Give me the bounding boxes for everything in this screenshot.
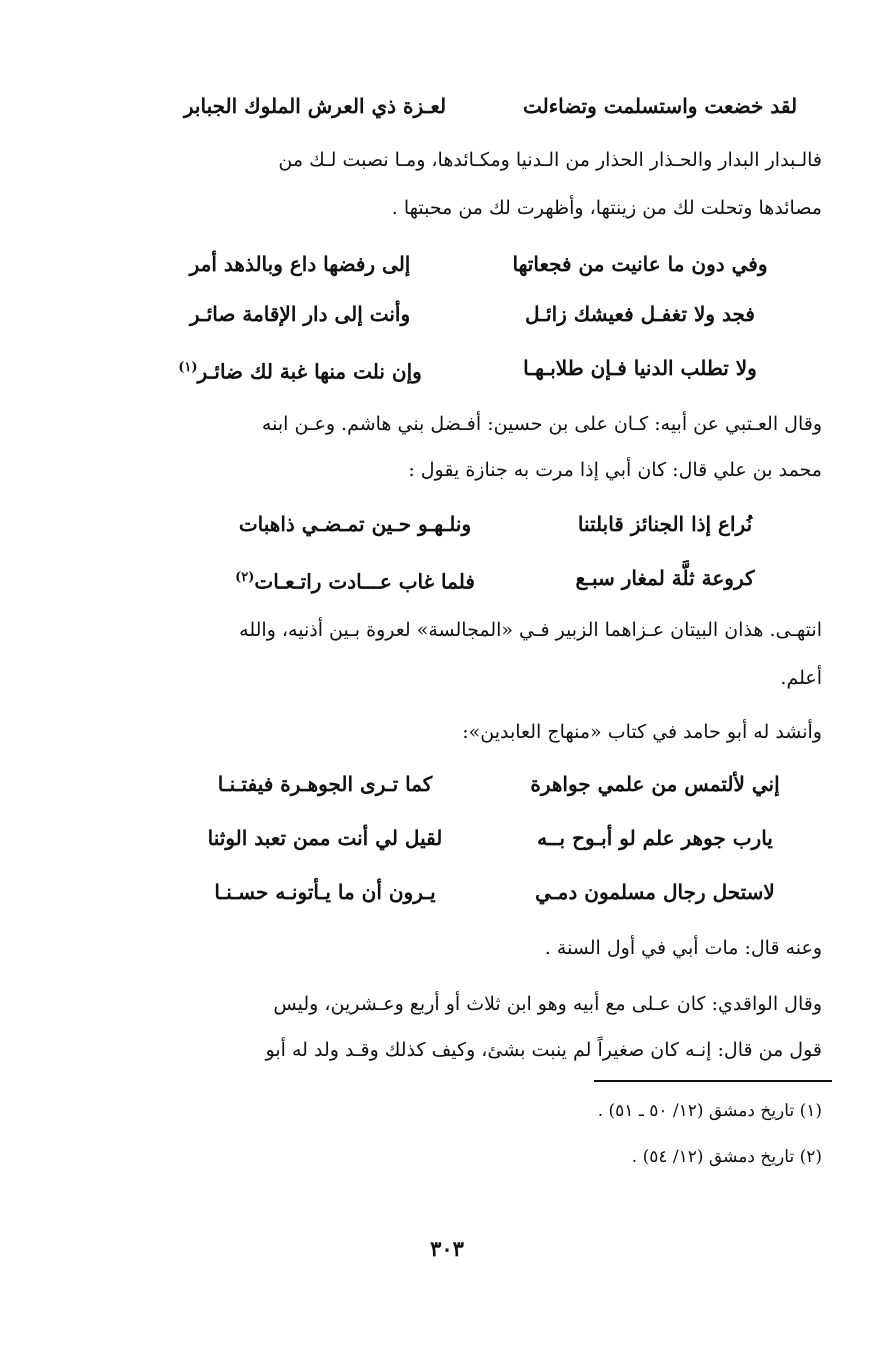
verse-line [180,764,800,804]
paragraph-line: محمد بن علي قال: كان أبي إذا مرت به جنازة يقول : [408,459,822,481]
footnote-marker: (٢) [235,570,255,585]
verse-second-hemistich-text: فلما غاب عـــادت راتـعـات [254,569,475,594]
footnote-marker: (١) [178,360,198,375]
verse-line [210,504,790,544]
verse-second-hemistich: يـرون أن ما يـأتونـه حسـنـا [214,880,436,904]
verse-line [150,294,790,334]
verse-second-hemistich: كما تـرى الجوهـرة فيفتـنـا [217,772,433,796]
verse-first-hemistich: نُراع إذا الجنائز قابلتنا [577,512,753,536]
verse-line [150,86,830,126]
verse-first-hemistich: فجد ولا تغفـل فعيشك زائـل [525,302,755,326]
paragraph-line: انتهـى. هذان البيتان عـزاهما الزبير فـي «المجالسة» لعروة بـين أذنيه، والله [239,619,822,641]
verse-first-hemistich: كروعة ثلَّة لمغار سبـع [575,566,755,590]
verse-second-hemistich: إلى رفضها داع وبالذهد أمر [189,252,411,276]
page-number: ٣٠٣ [430,1236,464,1261]
verse-line [180,818,800,858]
paragraph-line: فالـبدار البدار والحـذار الحذار من الـدنيا ومكـائدها، ومـا نصبت لـك من [278,149,822,171]
verse-line [210,558,790,598]
verse-second-hemistich [150,348,450,388]
footnote: (٢) تاريخ دمشق (١٢/ ٥٤) . [631,1147,822,1167]
verse-second-hemistich: ونلـهـو حـين تمـضـي ذاهبات [238,512,472,536]
paragraph-line: وقال الواقدي: كان عـلى مع أبيه وهو ابن ثلاث أو أربع وعـشرين، وليس [273,993,822,1015]
paragraph-line: مصائدها وتحلت لك من زينتها، وأظهرت لك من محبتها . [391,197,822,219]
footnote-separator [594,1080,832,1082]
verse-line [180,872,800,912]
verse-second-hemistich: وأنت إلى دار الإقامة صائـر [189,302,411,326]
verse-second-hemistich [210,558,500,598]
verse-first-hemistich: لقد خضعت واستسلمت وتضاءلت [522,94,798,118]
verse-line [150,244,790,284]
verse-first-hemistich: إني لألتمس من علمي جواهرة [530,772,780,796]
verse-second-hemistich-text: وإن نلت منها غبة لك ضائـر [197,359,422,384]
verse-first-hemistich: لاستحل رجال مسلمون دمـي [535,880,775,904]
verse-second-hemistich: لعـزة ذي العرش الملوك الجبابر [183,94,447,118]
verse-line [150,348,790,388]
verse-first-hemistich: يارب جوهر علم لو أبـوح بــه [537,826,773,850]
paragraph-line: أعلم. [780,667,822,689]
paragraph-line: وعنه قال: مات أبي في أول السنة . [544,937,822,959]
paragraph-line: قول من قال: إنـه كان صغيراً لم ينبت بشئ، وكيف كذلك وقـد ولد له أبو [265,1039,822,1061]
footnote: (١) تاريخ دمشق (١٢/ ٥٠ ـ ٥١) . [597,1101,822,1121]
verse-first-hemistich: ولا تطلب الدنيا فـإن طلابـهـا [523,356,757,380]
verse-first-hemistich: وفي دون ما عانيت من فجعاتها [512,252,768,276]
paragraph-line: وقال العـتبي عن أبيه: كـان على بن حسين: أفـضل بني هاشم. وعـن ابنه [261,413,822,435]
paragraph-line: وأنشد له أبو حامد في كتاب «منهاج العابدين»: [462,721,822,743]
verse-second-hemistich: لقيل لي أنت ممن تعبد الوثنا [207,826,443,850]
